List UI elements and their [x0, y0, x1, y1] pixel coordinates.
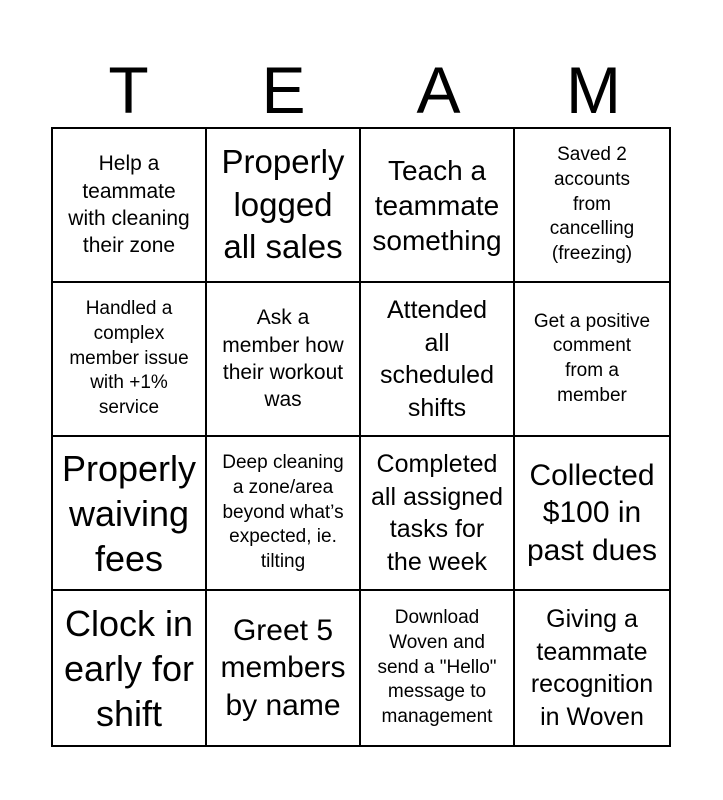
- bingo-cell-1[interactable]: [53, 129, 207, 283]
- bingo-cell-3-text: Teach a teammate something: [372, 154, 502, 256]
- header-letter-e: E: [261, 53, 306, 127]
- header-letter-m: M: [566, 53, 621, 127]
- bingo-cell-14[interactable]: [207, 591, 361, 745]
- bingo-cell-4-text: Saved 2 accounts from cancelling (freezing): [549, 144, 635, 265]
- header-letter-a: A: [416, 53, 461, 127]
- bingo-cell-16[interactable]: [515, 591, 669, 745]
- bingo-cell-14-text: Greet 5 members by name: [220, 613, 346, 722]
- bingo-cell-8-text: Get a positive comment from a member: [533, 310, 651, 406]
- bingo-cell-7-text: Attended all scheduled shifts: [380, 296, 494, 422]
- bingo-cell-5[interactable]: [53, 283, 207, 437]
- bingo-cell-11-text: Completed all assigned tasks for the week: [370, 450, 504, 576]
- bingo-cell-6[interactable]: [207, 283, 361, 437]
- bingo-cell-3[interactable]: [361, 129, 515, 283]
- bingo-cell-1-text: Help a teammate with cleaning their zone: [68, 152, 190, 258]
- bingo-cell-5-text: Handled a complex member issue with +1% service: [69, 298, 189, 419]
- bingo-cell-6-text: Ask a member how their workout was: [222, 306, 344, 412]
- bingo-cell-4[interactable]: [515, 129, 669, 283]
- bingo-cell-10[interactable]: [207, 437, 361, 591]
- bingo-cell-11[interactable]: [361, 437, 515, 591]
- bingo-cell-7[interactable]: [361, 283, 515, 437]
- bingo-cell-16-text: Giving a teammate recognition in Woven: [530, 605, 654, 731]
- bingo-header: [51, 52, 671, 128]
- bingo-card-grid: [51, 127, 671, 747]
- bingo-cell-12[interactable]: [515, 437, 669, 591]
- bingo-cell-15[interactable]: [361, 591, 515, 745]
- bingo-cell-2-text: Properly logged all sales: [221, 142, 345, 266]
- bingo-cell-15-text: Download Woven and send a "Hello" message to management: [377, 607, 497, 728]
- bingo-cell-10-text: Deep cleaning a zone/area beyond what’s expected, ie. tilting: [222, 452, 344, 573]
- bingo-cell-8[interactable]: [515, 283, 669, 437]
- header-letter-t: T: [108, 53, 149, 127]
- bingo-cell-2[interactable]: [207, 129, 361, 283]
- bingo-cell-9-text: Properly waiving fees: [61, 447, 197, 579]
- bingo-cell-12-text: Collected $100 in past dues: [526, 458, 658, 567]
- bingo-cell-13[interactable]: [53, 591, 207, 745]
- bingo-cell-13-text: Clock in early for shift: [63, 602, 195, 734]
- bingo-cell-9[interactable]: [53, 437, 207, 591]
